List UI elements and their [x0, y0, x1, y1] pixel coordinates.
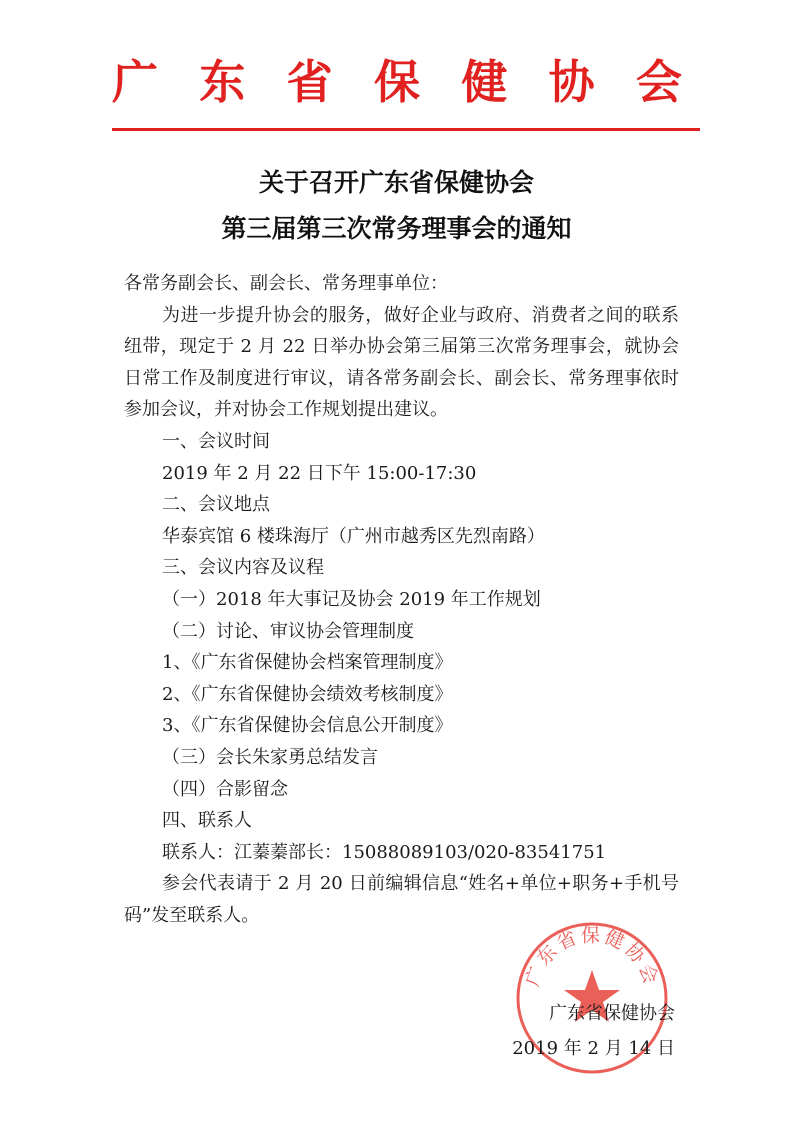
- notice-title-line2: 第三届第三次常务理事会的通知: [221, 214, 572, 243]
- letterhead-char: 省: [286, 55, 333, 109]
- section-heading-venue: 二、会议地点: [162, 494, 270, 516]
- agenda-item: （四）合影留念: [162, 778, 288, 800]
- section-heading-agenda: 三、会议内容及议程: [162, 557, 324, 579]
- contact-info: 联系人：江蓁蓁部长：15088089103/020-83541751: [162, 841, 607, 863]
- notice-title-line1: 关于召开广东省保健协会: [258, 168, 534, 197]
- agenda-item: （二）讨论、审议协会管理制度: [162, 620, 414, 642]
- letterhead-char: 广: [112, 55, 158, 109]
- letterhead-char: 健: [461, 55, 508, 109]
- letterhead-char: 协: [548, 55, 595, 109]
- meeting-venue: 华泰宾馆 6 楼珠海厅（广州市越秀区先烈南路）: [162, 525, 545, 547]
- salutation: 各常务副会长、副会长、常务理事单位：: [124, 273, 448, 294]
- letterhead-char: 保: [373, 55, 420, 109]
- notice-body: [124, 268, 679, 931]
- agenda-subitem: 1、《广东省保健协会档案管理制度》: [162, 652, 453, 674]
- agenda-subitem: 2、《广东省保健协会绩效考核制度》: [162, 683, 453, 705]
- closing-paragraph: 参会代表请于 2 月 20 日前编辑信息“姓名+单位+职务+手机号码”发至联系人。: [124, 873, 679, 926]
- signature-date: 2019 年 2 月 14 日: [512, 1038, 675, 1059]
- agenda-subitem: 3、《广东省保健协会信息公开制度》: [162, 715, 453, 737]
- letterhead: [112, 52, 682, 112]
- intro-paragraph: 为进一步提升协会的服务，做好企业与政府、消费者之间的联系纽带，现定于 2 月 22 日举办协会第三届第三次常务理事会，就协会日常工作及制度进行审议，请各常务副会长、副会长、常务理事依时参加会议，并对协会工作规划提出建议。: [124, 304, 679, 421]
- seal-text: 广东省保健协会: [521, 924, 663, 990]
- letterhead-divider: [112, 128, 700, 131]
- signature-org: 广东省保健协会: [549, 1003, 675, 1024]
- meeting-time: 2019 年 2 月 22 日下午 15:00-17:30: [162, 462, 477, 484]
- letterhead-char: 东: [199, 55, 246, 109]
- section-heading-time: 一、会议时间: [162, 430, 270, 452]
- section-heading-contact: 四、联系人: [162, 810, 252, 832]
- agenda-item: （三）会长朱家勇总结发言: [162, 746, 378, 768]
- letterhead-char: 会: [635, 55, 682, 109]
- agenda-item: （一）2018 年大事记及协会 2019 年工作规划: [162, 588, 541, 610]
